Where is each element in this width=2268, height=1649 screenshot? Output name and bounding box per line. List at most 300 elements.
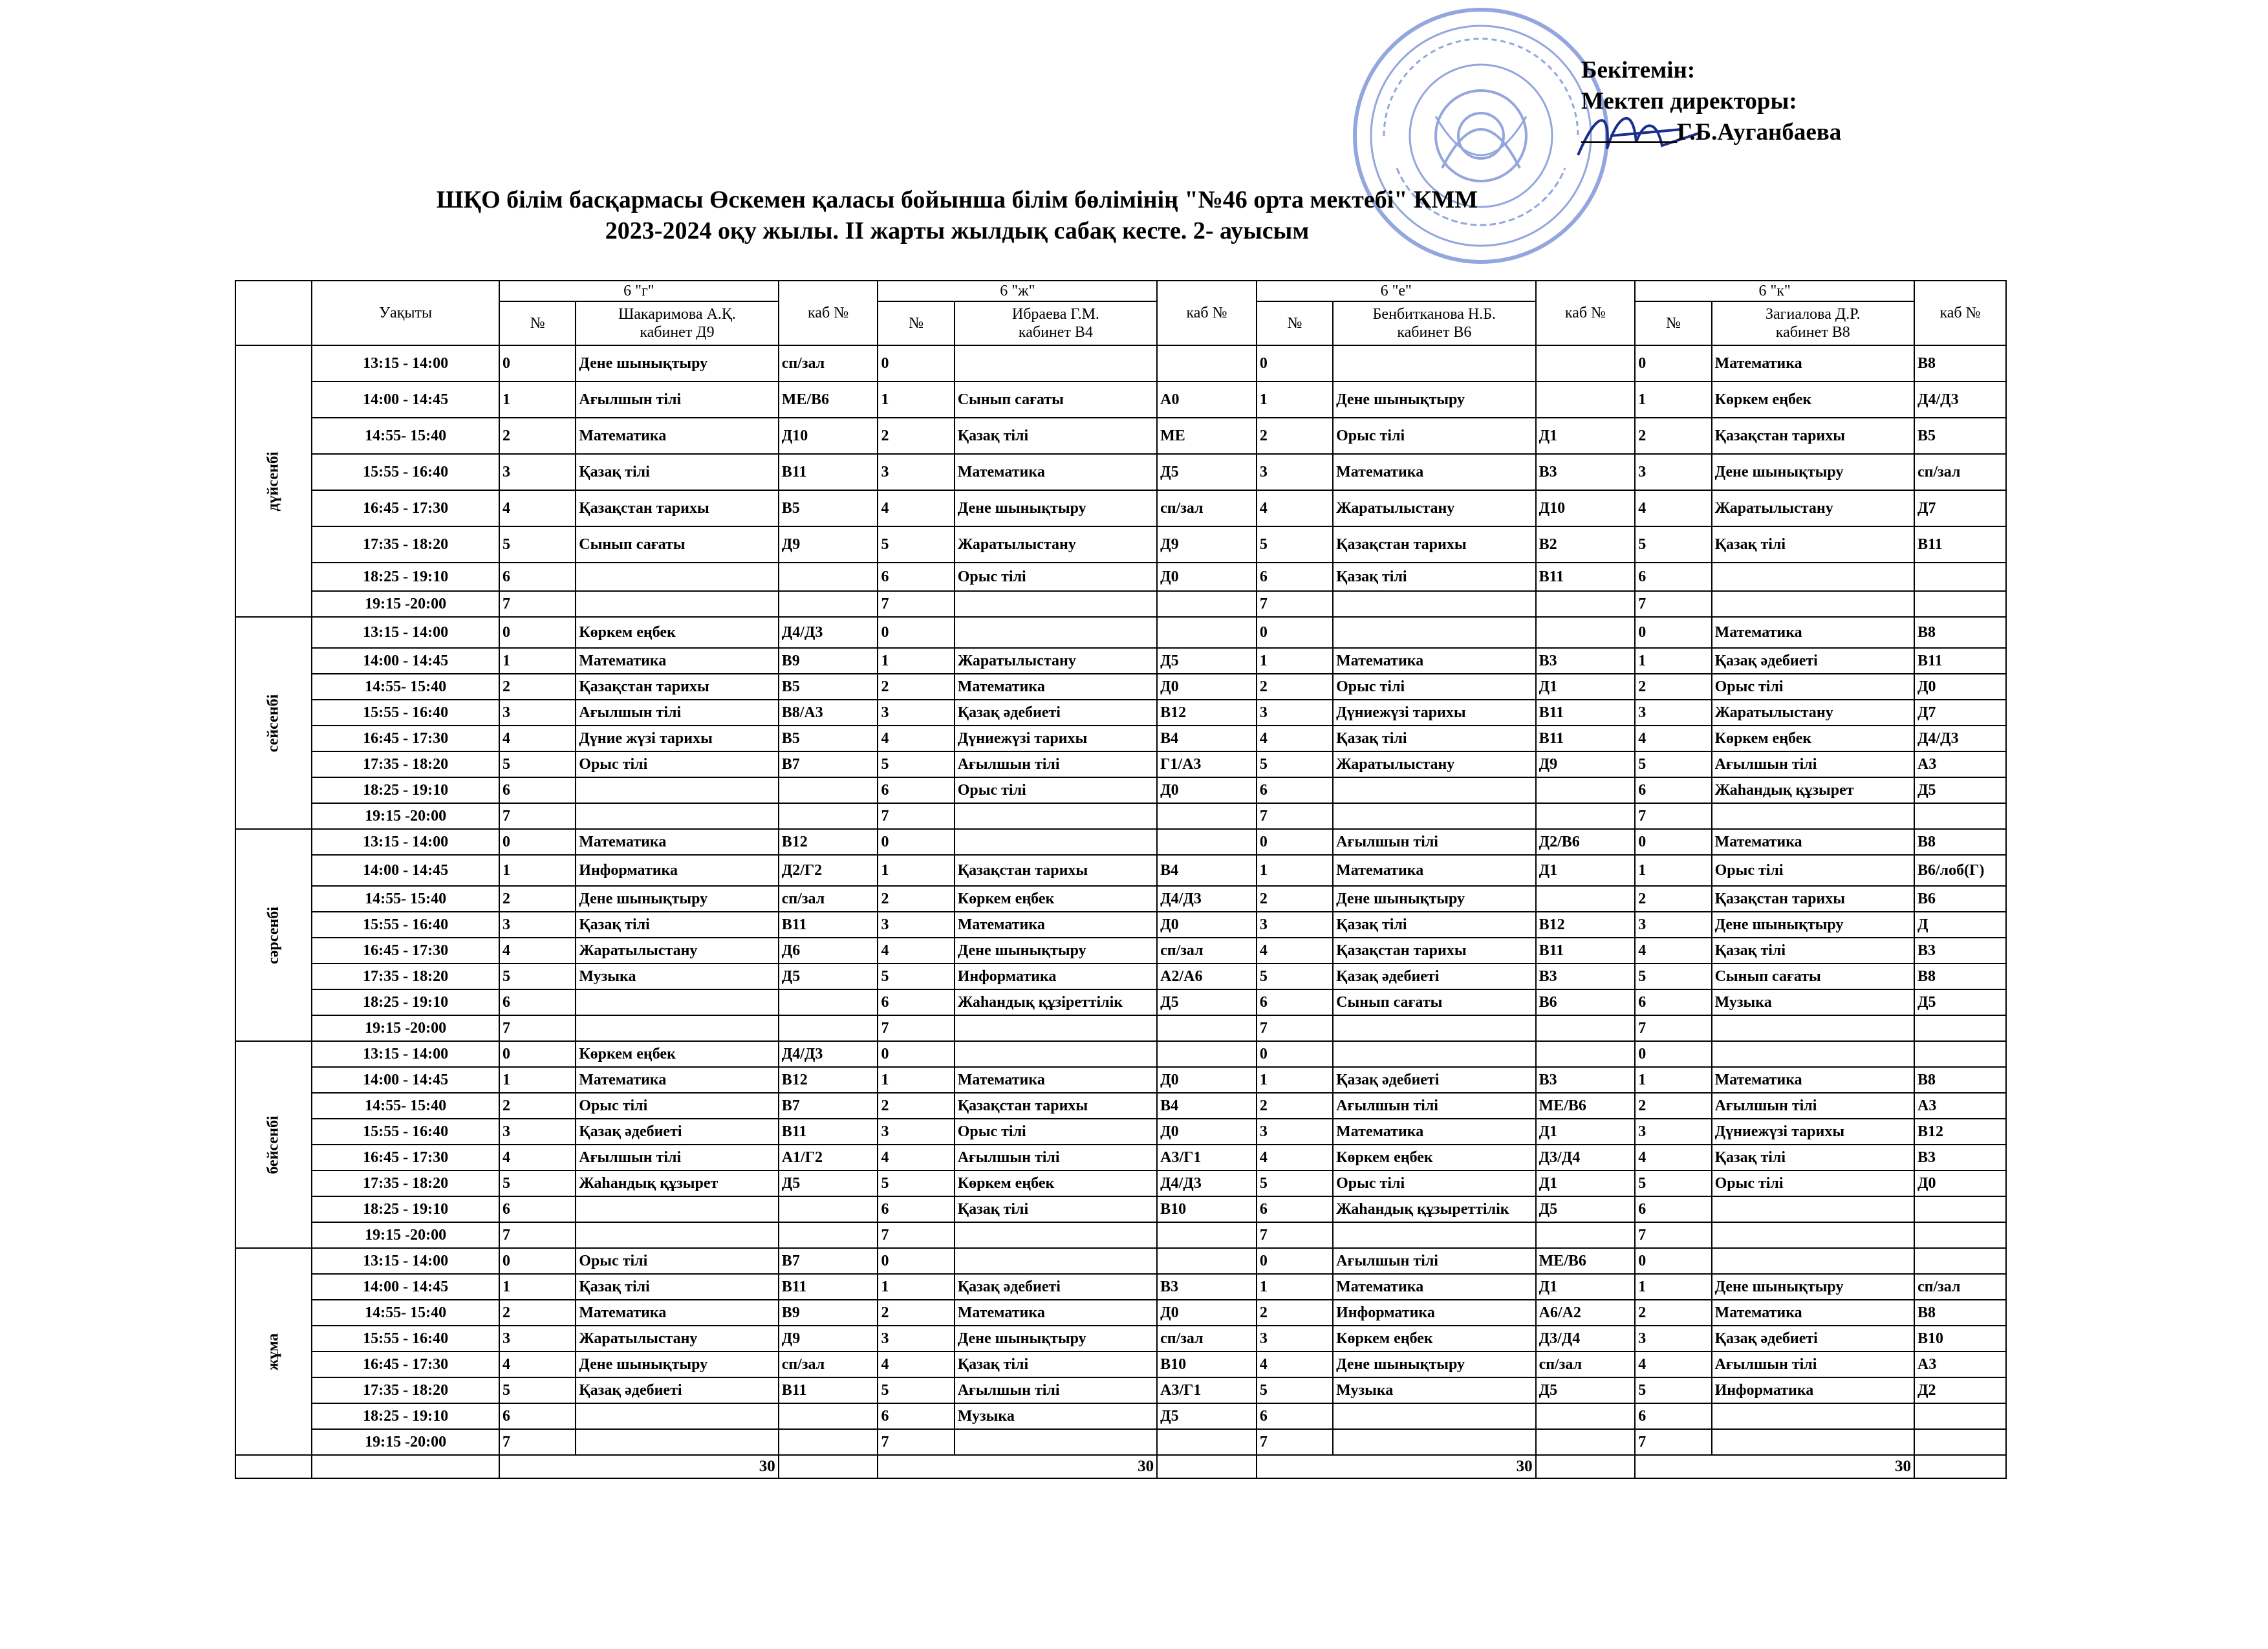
lesson-number: 5 [1257,1377,1333,1403]
day-label [235,1041,312,1248]
room-cell: В6 [1536,989,1636,1015]
schedule-row [235,803,2006,829]
lesson-number: 1 [878,1274,954,1300]
lesson-number: 2 [1635,1093,1711,1119]
schedule-row [235,1222,2006,1248]
lesson-number: 5 [878,1170,954,1196]
schedule-row [235,777,2006,803]
room-header: каб № [1914,281,2006,345]
room-cell: В12 [779,829,878,855]
lesson-number: 0 [499,829,576,855]
approval-block [1581,55,1841,148]
room-cell: Д0 [1157,1067,1257,1093]
lesson-number: 1 [1635,1067,1711,1093]
room-cell: В3 [1536,964,1636,989]
subject-cell: Дене шынықтыру [955,1326,1157,1352]
subject-cell: Қазақстан тарихы [1712,418,1914,454]
room-cell: Д4/Д3 [1914,726,2006,751]
schedule-row [235,1326,2006,1352]
subject-cell: Қазақ тілі [1333,912,1535,938]
lesson-number: 2 [499,1300,576,1326]
room-cell: В3 [1914,1145,2006,1170]
subject-cell [955,803,1157,829]
lesson-number: 1 [1257,648,1333,674]
subject-cell [576,777,778,803]
lesson-number: 7 [499,591,576,617]
lesson-time: 13:15 - 14:00 [312,617,499,648]
subject-cell [955,1248,1157,1274]
schedule-row [235,726,2006,751]
day-name: сейсенбі [265,694,282,752]
subject-cell [576,1403,778,1429]
subject-cell: Математика [1333,1274,1535,1300]
room-cell: Д4/Д3 [779,617,878,648]
subject-cell: Дене шынықтыру [1712,1274,1914,1300]
subject-cell: Орыс тілі [955,777,1157,803]
subject-cell: Қазақстан тарихы [1712,886,1914,912]
lesson-number: 4 [878,938,954,964]
lesson-number: 6 [1257,1196,1333,1222]
subject-cell: Қазақ тілі [1712,1145,1914,1170]
lesson-number: 4 [1257,938,1333,964]
lesson-number: 0 [1635,617,1711,648]
subject-cell: Орыс тілі [1712,1170,1914,1196]
room-cell: Д5 [1914,989,2006,1015]
room-cell [779,563,878,591]
subject-cell: Орыс тілі [955,1119,1157,1145]
room-cell [1157,617,1257,648]
subject-cell: Көркем еңбек [955,1170,1157,1196]
room-cell: В10 [1157,1196,1257,1222]
room-cell: В12 [1536,912,1636,938]
lesson-number: 3 [1257,1326,1333,1352]
class-name-header: 6 "ж" [878,281,1157,301]
lesson-number: 2 [499,674,576,700]
lesson-number: 3 [1257,1119,1333,1145]
room-cell: Д3/Д4 [1536,1326,1636,1352]
lesson-time: 19:15 -20:00 [312,803,499,829]
lesson-time: 18:25 - 19:10 [312,1403,499,1429]
subject-cell: Қазақстан тарихы [955,1093,1157,1119]
room-cell: В7 [779,1248,878,1274]
lesson-time: 19:15 -20:00 [312,1015,499,1041]
title-line-2: 2023-2024 оқу жылы. ІІ жарты жылдық сабақ кесте. 2- ауысым [605,217,1310,244]
subject-cell [576,591,778,617]
lesson-time: 17:35 - 18:20 [312,1377,499,1403]
room-cell: Д9 [779,1326,878,1352]
lesson-number: 5 [1635,1377,1711,1403]
room-cell: Д5 [1157,989,1257,1015]
lesson-number: 1 [878,1067,954,1093]
room-cell: Д0 [1157,1300,1257,1326]
subject-cell: Ағылшын тілі [1333,1093,1535,1119]
lesson-time: 15:55 - 16:40 [312,454,499,490]
teacher-name: Загиалова Д.Р. [1765,306,1861,323]
room-cell: В11 [1914,648,2006,674]
subject-cell: Математика [1333,454,1535,490]
subject-cell: Дүниежүзі тарихы [1333,700,1535,726]
room-cell: Д1 [1536,1119,1636,1145]
lesson-time: 18:25 - 19:10 [312,989,499,1015]
lesson-number: 0 [878,1041,954,1067]
subject-cell: Математика [1333,1119,1535,1145]
lesson-number: 3 [878,912,954,938]
lesson-number: 7 [1635,591,1711,617]
room-cell [779,1429,878,1455]
subject-cell: Математика [1333,855,1535,886]
room-cell: А0 [1157,382,1257,418]
lesson-time: 14:55- 15:40 [312,674,499,700]
lesson-number: 5 [499,526,576,563]
subject-cell: Орыс тілі [576,751,778,777]
room-cell: В8 [1914,829,2006,855]
lesson-number: 6 [1257,777,1333,803]
lesson-time: 14:00 - 14:45 [312,648,499,674]
lesson-number: 6 [1257,989,1333,1015]
subject-cell: Орыс тілі [1333,674,1535,700]
approval-line-1: Бекітемін: [1581,57,1696,83]
room-cell: Д4/Д3 [779,1041,878,1067]
subject-cell: Қазақстан тарихы [1333,938,1535,964]
schedule-row [235,938,2006,964]
lesson-number: 5 [878,1377,954,1403]
lesson-number: 3 [499,454,576,490]
lesson-number: 1 [499,1067,576,1093]
lesson-number: 6 [1257,1403,1333,1429]
subject-cell [1712,1015,1914,1041]
subject-cell [1712,1041,1914,1067]
room-cell: В8 [1914,1067,2006,1093]
room-cell: В6/лоб(Г) [1914,855,2006,886]
lesson-number: 1 [499,1274,576,1300]
lesson-number: 1 [499,648,576,674]
lesson-number: 6 [1257,563,1333,591]
room-cell [1914,1248,2006,1274]
room-cell: В11 [1536,700,1636,726]
room-cell: Д0 [1914,1170,2006,1196]
lesson-number: 5 [499,964,576,989]
schedule-row [235,1274,2006,1300]
room-cell [779,1403,878,1429]
class-name-header: 6 "г" [499,281,779,301]
subject-cell: Орыс тілі [1712,855,1914,886]
room-cell [779,1222,878,1248]
lesson-number: 3 [499,912,576,938]
room-cell: В11 [1536,563,1636,591]
schedule-row [235,1041,2006,1067]
room-cell: Д5 [779,1170,878,1196]
room-cell: В12 [779,1067,878,1093]
subject-cell: Дүние жүзі тарихы [576,726,778,751]
lesson-number: 6 [878,1403,954,1429]
lesson-number: 2 [499,1093,576,1119]
room-cell [1536,1015,1636,1041]
subject-cell: Ағылшын тілі [1712,751,1914,777]
subject-cell: Жаһандық құзіреттілік [955,989,1157,1015]
room-cell: Д10 [779,418,878,454]
room-cell: сп/зал [1914,1274,2006,1300]
subject-cell [1333,1222,1535,1248]
lesson-number: 3 [1635,1119,1711,1145]
totals-blank [1536,1455,1636,1478]
class-teacher-header [955,301,1157,345]
room-cell [1157,803,1257,829]
lesson-time: 13:15 - 14:00 [312,829,499,855]
room-cell: В8 [1914,617,2006,648]
subject-cell: Математика [955,454,1157,490]
room-cell [1157,829,1257,855]
room-cell: Д4/Д3 [1914,382,2006,418]
lesson-number: 0 [499,1248,576,1274]
subject-cell: Математика [576,829,778,855]
room-cell: сп/зал [1157,938,1257,964]
teacher-name: Шакаримова А.Қ. [618,306,736,323]
room-cell: Д7 [1914,490,2006,526]
subject-cell: Дене шынықтыру [576,345,778,382]
lesson-number: 7 [1635,1015,1711,1041]
subject-cell: Жаратылыстану [576,1326,778,1352]
room-cell: В4 [1157,726,1257,751]
room-cell [1157,1222,1257,1248]
schedule-row [235,1170,2006,1196]
subject-cell: Математика [955,912,1157,938]
totals-blank [312,1455,499,1478]
subject-cell: Музыка [955,1403,1157,1429]
subject-cell [576,1429,778,1455]
room-cell [1157,1041,1257,1067]
lesson-number: 3 [878,1326,954,1352]
lesson-number: 4 [1635,938,1711,964]
lesson-number: 7 [1635,803,1711,829]
lesson-time: 13:15 - 14:00 [312,345,499,382]
lesson-number: 1 [1635,382,1711,418]
lesson-number: 1 [1257,1067,1333,1093]
lesson-number: 3 [1635,700,1711,726]
lesson-number: 5 [499,1170,576,1196]
schedule-row [235,751,2006,777]
subject-cell: Көркем еңбек [1712,382,1914,418]
schedule-row [235,526,2006,563]
lesson-number: 3 [1635,1326,1711,1352]
lesson-number: 5 [878,526,954,563]
room-cell: сп/зал [779,1352,878,1377]
class-name-header: 6 "е" [1257,281,1536,301]
lesson-number: 5 [878,964,954,989]
room-header: каб № [779,281,878,345]
subject-cell: Ағылшын тілі [1712,1352,1914,1377]
room-cell: Д9 [779,526,878,563]
subject-cell: Көркем еңбек [955,886,1157,912]
room-cell: В10 [1157,1352,1257,1377]
schedule-row [235,1196,2006,1222]
lesson-number: 4 [1257,1352,1333,1377]
lesson-number: 3 [1257,454,1333,490]
subject-cell: Қазақстан тарихы [576,490,778,526]
weekly-lesson-total: 30 [499,1455,779,1478]
lesson-number: 2 [1257,418,1333,454]
teacher-name: Ибраева Г.М. [1011,306,1099,323]
lesson-time: 17:35 - 18:20 [312,751,499,777]
teacher-name: Бенбитканова Н.Б. [1372,306,1496,323]
lesson-number: 7 [1257,803,1333,829]
teacher-cabinet: кабинет В8 [1775,324,1850,341]
lesson-number: 6 [878,1196,954,1222]
schedule-row [235,1067,2006,1093]
room-cell: В8 [1914,345,2006,382]
subject-cell [955,591,1157,617]
room-cell: Д5 [1157,1403,1257,1429]
document-title [246,184,1669,246]
subject-cell [955,829,1157,855]
lesson-number: 5 [499,751,576,777]
subject-cell: Математика [576,418,778,454]
lesson-time: 14:00 - 14:45 [312,855,499,886]
schedule-row [235,563,2006,591]
schedule-row [235,1145,2006,1170]
lesson-number: 2 [1635,418,1711,454]
lesson-number: 0 [499,345,576,382]
lesson-number: 6 [499,563,576,591]
lesson-number: 7 [878,803,954,829]
lesson-number: 1 [1257,382,1333,418]
lesson-number: 6 [499,1196,576,1222]
subject-cell [1333,591,1535,617]
totals-row [235,1455,2006,1478]
subject-cell: Ағылшын тілі [576,700,778,726]
room-cell [1536,1403,1636,1429]
schedule-row [235,648,2006,674]
subject-cell: Қазақстан тарихы [1333,526,1535,563]
subject-cell: Сынып сағаты [1712,964,1914,989]
subject-cell [1712,591,1914,617]
lesson-number: 1 [1257,1274,1333,1300]
subject-cell: Математика [576,1067,778,1093]
room-cell: А6/А2 [1536,1300,1636,1326]
subject-cell [1333,1041,1535,1067]
room-cell: МЕ/В6 [1536,1093,1636,1119]
schedule-row [235,1015,2006,1041]
subject-cell [955,1015,1157,1041]
room-cell: В11 [779,912,878,938]
subject-cell: Жаратылыстану [955,526,1157,563]
schedule-row [235,591,2006,617]
lesson-number: 5 [1635,964,1711,989]
lesson-time: 14:00 - 14:45 [312,382,499,418]
subject-cell: Математика [1712,1067,1914,1093]
lesson-number: 2 [499,418,576,454]
lesson-number: 4 [878,1352,954,1377]
subject-cell [576,563,778,591]
lesson-number: 4 [1257,726,1333,751]
room-cell: В12 [1914,1119,2006,1145]
room-cell: В11 [1914,526,2006,563]
subject-cell: Жаһандық құзырет [576,1170,778,1196]
subject-cell: Дене шынықтыру [1333,886,1535,912]
room-cell: А3 [1914,1352,2006,1377]
room-cell: В11 [779,1377,878,1403]
subject-cell: Ағылшын тілі [955,1145,1157,1170]
lesson-number: 0 [1257,345,1333,382]
lesson-number: 5 [1257,526,1333,563]
subject-cell: Қазақ тілі [1333,726,1535,751]
day-label [235,1248,312,1455]
subject-cell: Дене шынықтыру [955,490,1157,526]
subject-cell: Орыс тілі [1712,674,1914,700]
schedule-row [235,1403,2006,1429]
subject-cell: Қазақ әдебиеті [1333,1067,1535,1093]
lesson-number: 6 [878,563,954,591]
lesson-time: 14:55- 15:40 [312,1300,499,1326]
subject-cell: Дүниежүзі тарихы [955,726,1157,751]
room-cell: В11 [779,454,878,490]
room-cell: МЕ/В6 [779,382,878,418]
room-cell: В3 [1536,1067,1636,1093]
schedule-row [235,1352,2006,1377]
subject-cell: Қазақ әдебиеті [955,1274,1157,1300]
room-cell: В9 [779,1300,878,1326]
weekly-lesson-total: 30 [1635,1455,1914,1478]
subject-cell: Қазақ әдебиеті [576,1377,778,1403]
room-cell [1536,886,1636,912]
lesson-number: 3 [499,1119,576,1145]
schedule-row [235,964,2006,989]
lesson-number: 6 [1635,989,1711,1015]
room-cell: В8/А3 [779,700,878,726]
room-cell: В11 [779,1119,878,1145]
subject-cell: Қазақ әдебиеті [1333,964,1535,989]
subject-cell: Дене шынықтыру [1333,382,1535,418]
lesson-time: 18:25 - 19:10 [312,1196,499,1222]
lesson-number: 1 [878,855,954,886]
lesson-number: 0 [1257,1248,1333,1274]
subject-cell: Жаһандық құзырет [1712,777,1914,803]
day-label [235,829,312,1041]
lesson-number: 7 [878,1222,954,1248]
lesson-number: 2 [878,1300,954,1326]
subject-cell [1333,1403,1535,1429]
room-cell [779,777,878,803]
subject-cell: Музыка [576,964,778,989]
room-cell: В8 [1914,1300,2006,1326]
subject-cell: Математика [1712,617,1914,648]
lesson-number: 1 [878,382,954,418]
lesson-number: 7 [1257,1222,1333,1248]
schedule-row [235,829,2006,855]
subject-cell [576,1196,778,1222]
room-cell: В12 [1157,700,1257,726]
lesson-time: 19:15 -20:00 [312,1222,499,1248]
subject-cell: Орыс тілі [955,563,1157,591]
subject-cell [1712,1403,1914,1429]
room-cell: Д5 [1536,1196,1636,1222]
subject-cell [1333,345,1535,382]
subject-cell [1333,617,1535,648]
subject-cell [576,1222,778,1248]
room-cell: Д0 [1914,674,2006,700]
subject-cell: Қазақ тілі [1712,938,1914,964]
schedule-row [235,382,2006,418]
room-header: каб № [1536,281,1636,345]
room-cell: В3 [1536,648,1636,674]
schedule-row [235,345,2006,382]
subject-cell: Көркем еңбек [1712,726,1914,751]
class-name-header: 6 "к" [1635,281,1914,301]
weekly-lesson-total: 30 [878,1455,1157,1478]
lesson-number: 7 [878,591,954,617]
lesson-number: 0 [499,1041,576,1067]
room-cell: Д3/Д4 [1536,1145,1636,1170]
schedule-row [235,886,2006,912]
